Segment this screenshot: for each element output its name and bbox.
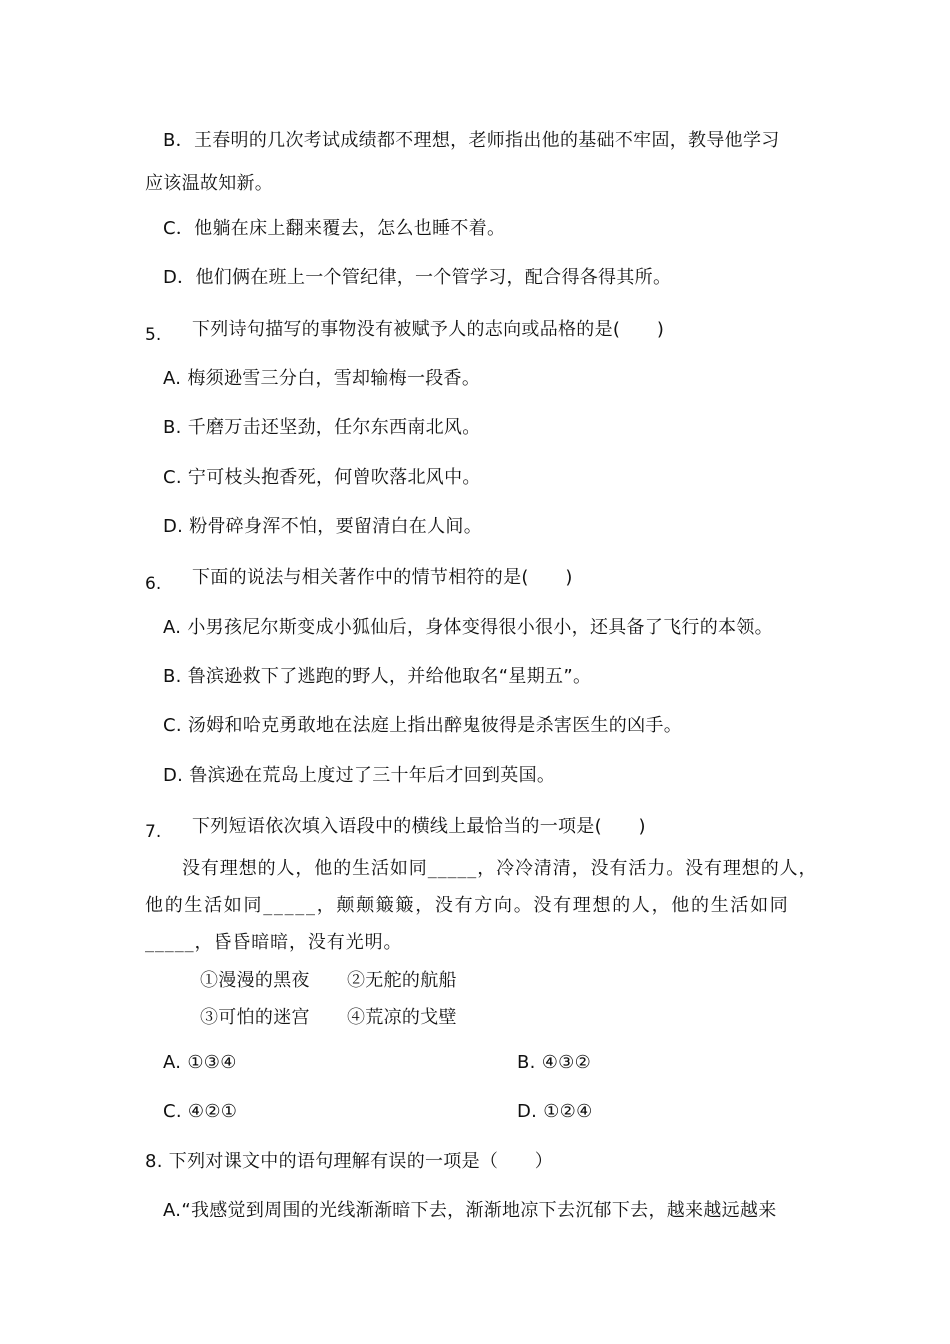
q6-stem: 下面的说法与相关著作中的情节相符的是( ) (192, 567, 573, 588)
q4-option-b-line1: B．王春明的几次考试成绩都不理想，老师指出他的基础不牢固，教导他学习 (163, 130, 780, 151)
q4-option-d: D．他们俩在班上一个管纪律，一个管学习，配合得各得其所。 (163, 267, 672, 288)
q7-option-a: A. ①③④ (163, 1052, 237, 1073)
q8-option-a-line1: A.“我感觉到周围的光线渐渐暗下去，渐渐地凉下去沉郁下去，越来越远越来 (163, 1200, 777, 1221)
q7-phrase-1: ①漫漫的黑夜 (200, 970, 310, 991)
q7-passage-line2: 他的生活如同_____，颠颠簸簸，没有方向。没有理想的人，他的生活如同 (145, 895, 790, 916)
q6-option-c: C. 汤姆和哈克勇敢地在法庭上指出醉鬼彼得是杀害医生的凶手。 (163, 715, 683, 736)
q8-stem: 8. 下列对课文中的语句理解有误的一项是（ ） (145, 1151, 554, 1172)
q5-option-c: C. 宁可枝头抱香死，何曾吹落北风中。 (163, 467, 481, 488)
q5-stem: 下列诗句描写的事物没有被赋予人的志向或品格的是( ) (192, 319, 665, 340)
q7-option-c: C. ④②① (163, 1101, 238, 1122)
q7-passage-line3: _____，昏昏暗暗，没有光明。 (145, 932, 403, 953)
q7-option-d: D. ①②④ (517, 1101, 593, 1122)
q7-stem: 下列短语依次填入语段中的横线上最恰当的一项是( ) (192, 816, 646, 837)
q7-phrase-4: ④荒凉的戈壁 (347, 1007, 457, 1028)
q4-option-b-line2: 应该温故知新。 (145, 173, 274, 194)
q7-option-b: B. ④③② (517, 1052, 592, 1073)
q5-number: 5. (145, 325, 162, 345)
q7-phrase-2: ②无舵的航船 (347, 970, 457, 991)
q5-option-a: A. 梅须逊雪三分白，雪却输梅一段香。 (163, 368, 481, 389)
q6-option-b: B. 鲁滨逊救下了逃跑的野人，并给他取名“星期五”。 (163, 666, 592, 687)
q6-option-d: D. 鲁滨逊在荒岛上度过了三十年后才回到英国。 (163, 765, 556, 786)
q7-passage-line1: 没有理想的人，他的生活如同_____，冷冷清清，没有活力。没有理想的人， (182, 858, 818, 879)
q5-option-b: B. 千磨万击还坚劲，任尔东西南北风。 (163, 417, 481, 438)
q6-option-a: A. 小男孩尼尔斯变成小狐仙后，身体变得很小很小，还具备了飞行的本领。 (163, 617, 773, 638)
q7-phrase-3: ③可怕的迷宫 (200, 1007, 310, 1028)
q5-option-d: D. 粉骨碎身浑不怕，要留清白在人间。 (163, 516, 483, 537)
q4-option-c: C．他躺在床上翻来覆去，怎么也睡不着。 (163, 218, 506, 239)
q6-number: 6. (145, 574, 162, 594)
q7-number: 7. (145, 822, 162, 842)
